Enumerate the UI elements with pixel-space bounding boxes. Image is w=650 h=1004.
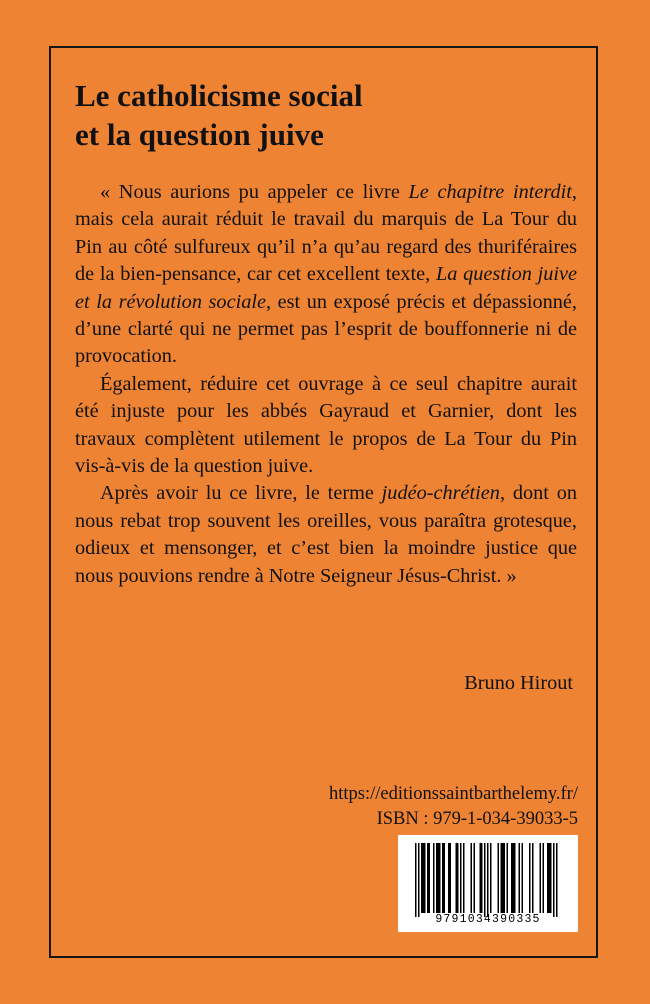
barcode-bar bbox=[480, 843, 482, 913]
barcode-bar bbox=[543, 843, 545, 913]
book-title-line-1: Le catholicisme social bbox=[75, 78, 363, 113]
barcode-bar bbox=[484, 843, 486, 917]
barcode-bar bbox=[463, 843, 465, 913]
author-signature: Bruno Hirout bbox=[464, 672, 573, 694]
barcode-bar bbox=[481, 843, 483, 913]
barcode-bar bbox=[511, 843, 513, 913]
blurb-italic-title: Le chapitre interdit bbox=[408, 181, 572, 203]
barcode-bar bbox=[513, 843, 515, 913]
barcode-bar bbox=[442, 843, 444, 913]
barcode-bar bbox=[457, 843, 459, 913]
barcode-bar bbox=[550, 843, 552, 913]
blurb-text: Après avoir lu ce livre, le terme bbox=[100, 482, 382, 505]
blurb-text: « Nous aurions pu appeler ce livre bbox=[100, 181, 409, 203]
barcode-bar bbox=[501, 843, 503, 913]
barcode-bar bbox=[502, 843, 504, 913]
barcode-bar bbox=[423, 843, 425, 913]
barcode-bar bbox=[418, 843, 420, 917]
barcode-bar bbox=[439, 843, 441, 913]
blurb-text: , mais cela aurait réduit le travail du marquis de La Tour du Pin au côté sulfureux qu’il n’a qu’au regard des thuriféraires de la bien-pensance, car cet excellent texte, bbox=[75, 181, 577, 286]
blurb-italic-term: judéo-chrétien bbox=[381, 482, 500, 505]
barcode-bar bbox=[547, 843, 549, 913]
barcode-bar bbox=[460, 843, 462, 913]
barcode-bar bbox=[490, 843, 492, 913]
barcode-bar bbox=[507, 843, 509, 913]
barcode-digits: 9791034390335 bbox=[435, 913, 541, 926]
barcode-bar bbox=[433, 843, 435, 913]
publisher-website: https://editionssaintbarthelemy.fr/ bbox=[328, 784, 578, 804]
barcode-bar bbox=[424, 843, 426, 913]
barcode-bar bbox=[498, 843, 500, 913]
barcode-bar bbox=[448, 843, 450, 913]
barcode-bar bbox=[471, 843, 473, 913]
book-title bbox=[75, 76, 363, 154]
barcode-bar bbox=[549, 843, 551, 913]
barcode-bar bbox=[532, 843, 534, 913]
barcode-bar bbox=[474, 843, 476, 913]
blurb-italic-title: La question juive et la révolution sociale bbox=[75, 263, 577, 313]
isbn-barcode bbox=[398, 835, 578, 932]
blurb-text: , est un exposé précis et dépassionné, d’une clarté qui ne permet pas l’esprit de bouffonnerie ni de provocation. bbox=[75, 290, 577, 368]
barcode-bar bbox=[519, 843, 521, 913]
barcode-bar bbox=[504, 843, 506, 913]
book-title-line-2: et la question juive bbox=[75, 117, 324, 152]
barcode-bar bbox=[421, 843, 423, 913]
barcode-bar bbox=[450, 843, 452, 913]
barcode-bar bbox=[444, 843, 446, 913]
barcode-bar bbox=[429, 843, 431, 913]
isbn-number: ISBN : 979-1-034-39033-5 bbox=[376, 809, 578, 829]
barcode-bar bbox=[553, 843, 555, 917]
barcode-bar bbox=[514, 843, 516, 913]
barcode-bar bbox=[529, 843, 531, 913]
blurb-paragraph-3 bbox=[75, 480, 577, 590]
blurb-text: , dont on nous rebat trop souvent les oreilles, vous paraîtra grotesque, odieux et mensonger, et c’est bien la moindre justice que nous pouvions rendre à Notre Seigneur Jésus-Christ. » bbox=[75, 482, 577, 587]
barcode-bar bbox=[522, 843, 524, 913]
barcode-bar bbox=[487, 843, 489, 917]
blurb-paragraph-1 bbox=[75, 179, 577, 371]
barcode-bar bbox=[438, 843, 440, 913]
barcode-bar bbox=[456, 843, 458, 913]
blurb-paragraph-2: Également, réduire cet ouvrage à ce seul chapitre aurait été injuste pour les abbés Gayraud et Garnier, dont les travaux complètent utilement le propos de La Tour du Pin vis-à-vis de la question juive. bbox=[75, 372, 577, 478]
barcode-bar bbox=[427, 843, 429, 913]
barcode-bar bbox=[540, 843, 542, 913]
barcode-bar bbox=[415, 843, 417, 917]
barcode-bar bbox=[436, 843, 438, 913]
back-cover-blurb bbox=[75, 179, 577, 590]
barcode-bar bbox=[556, 843, 558, 917]
